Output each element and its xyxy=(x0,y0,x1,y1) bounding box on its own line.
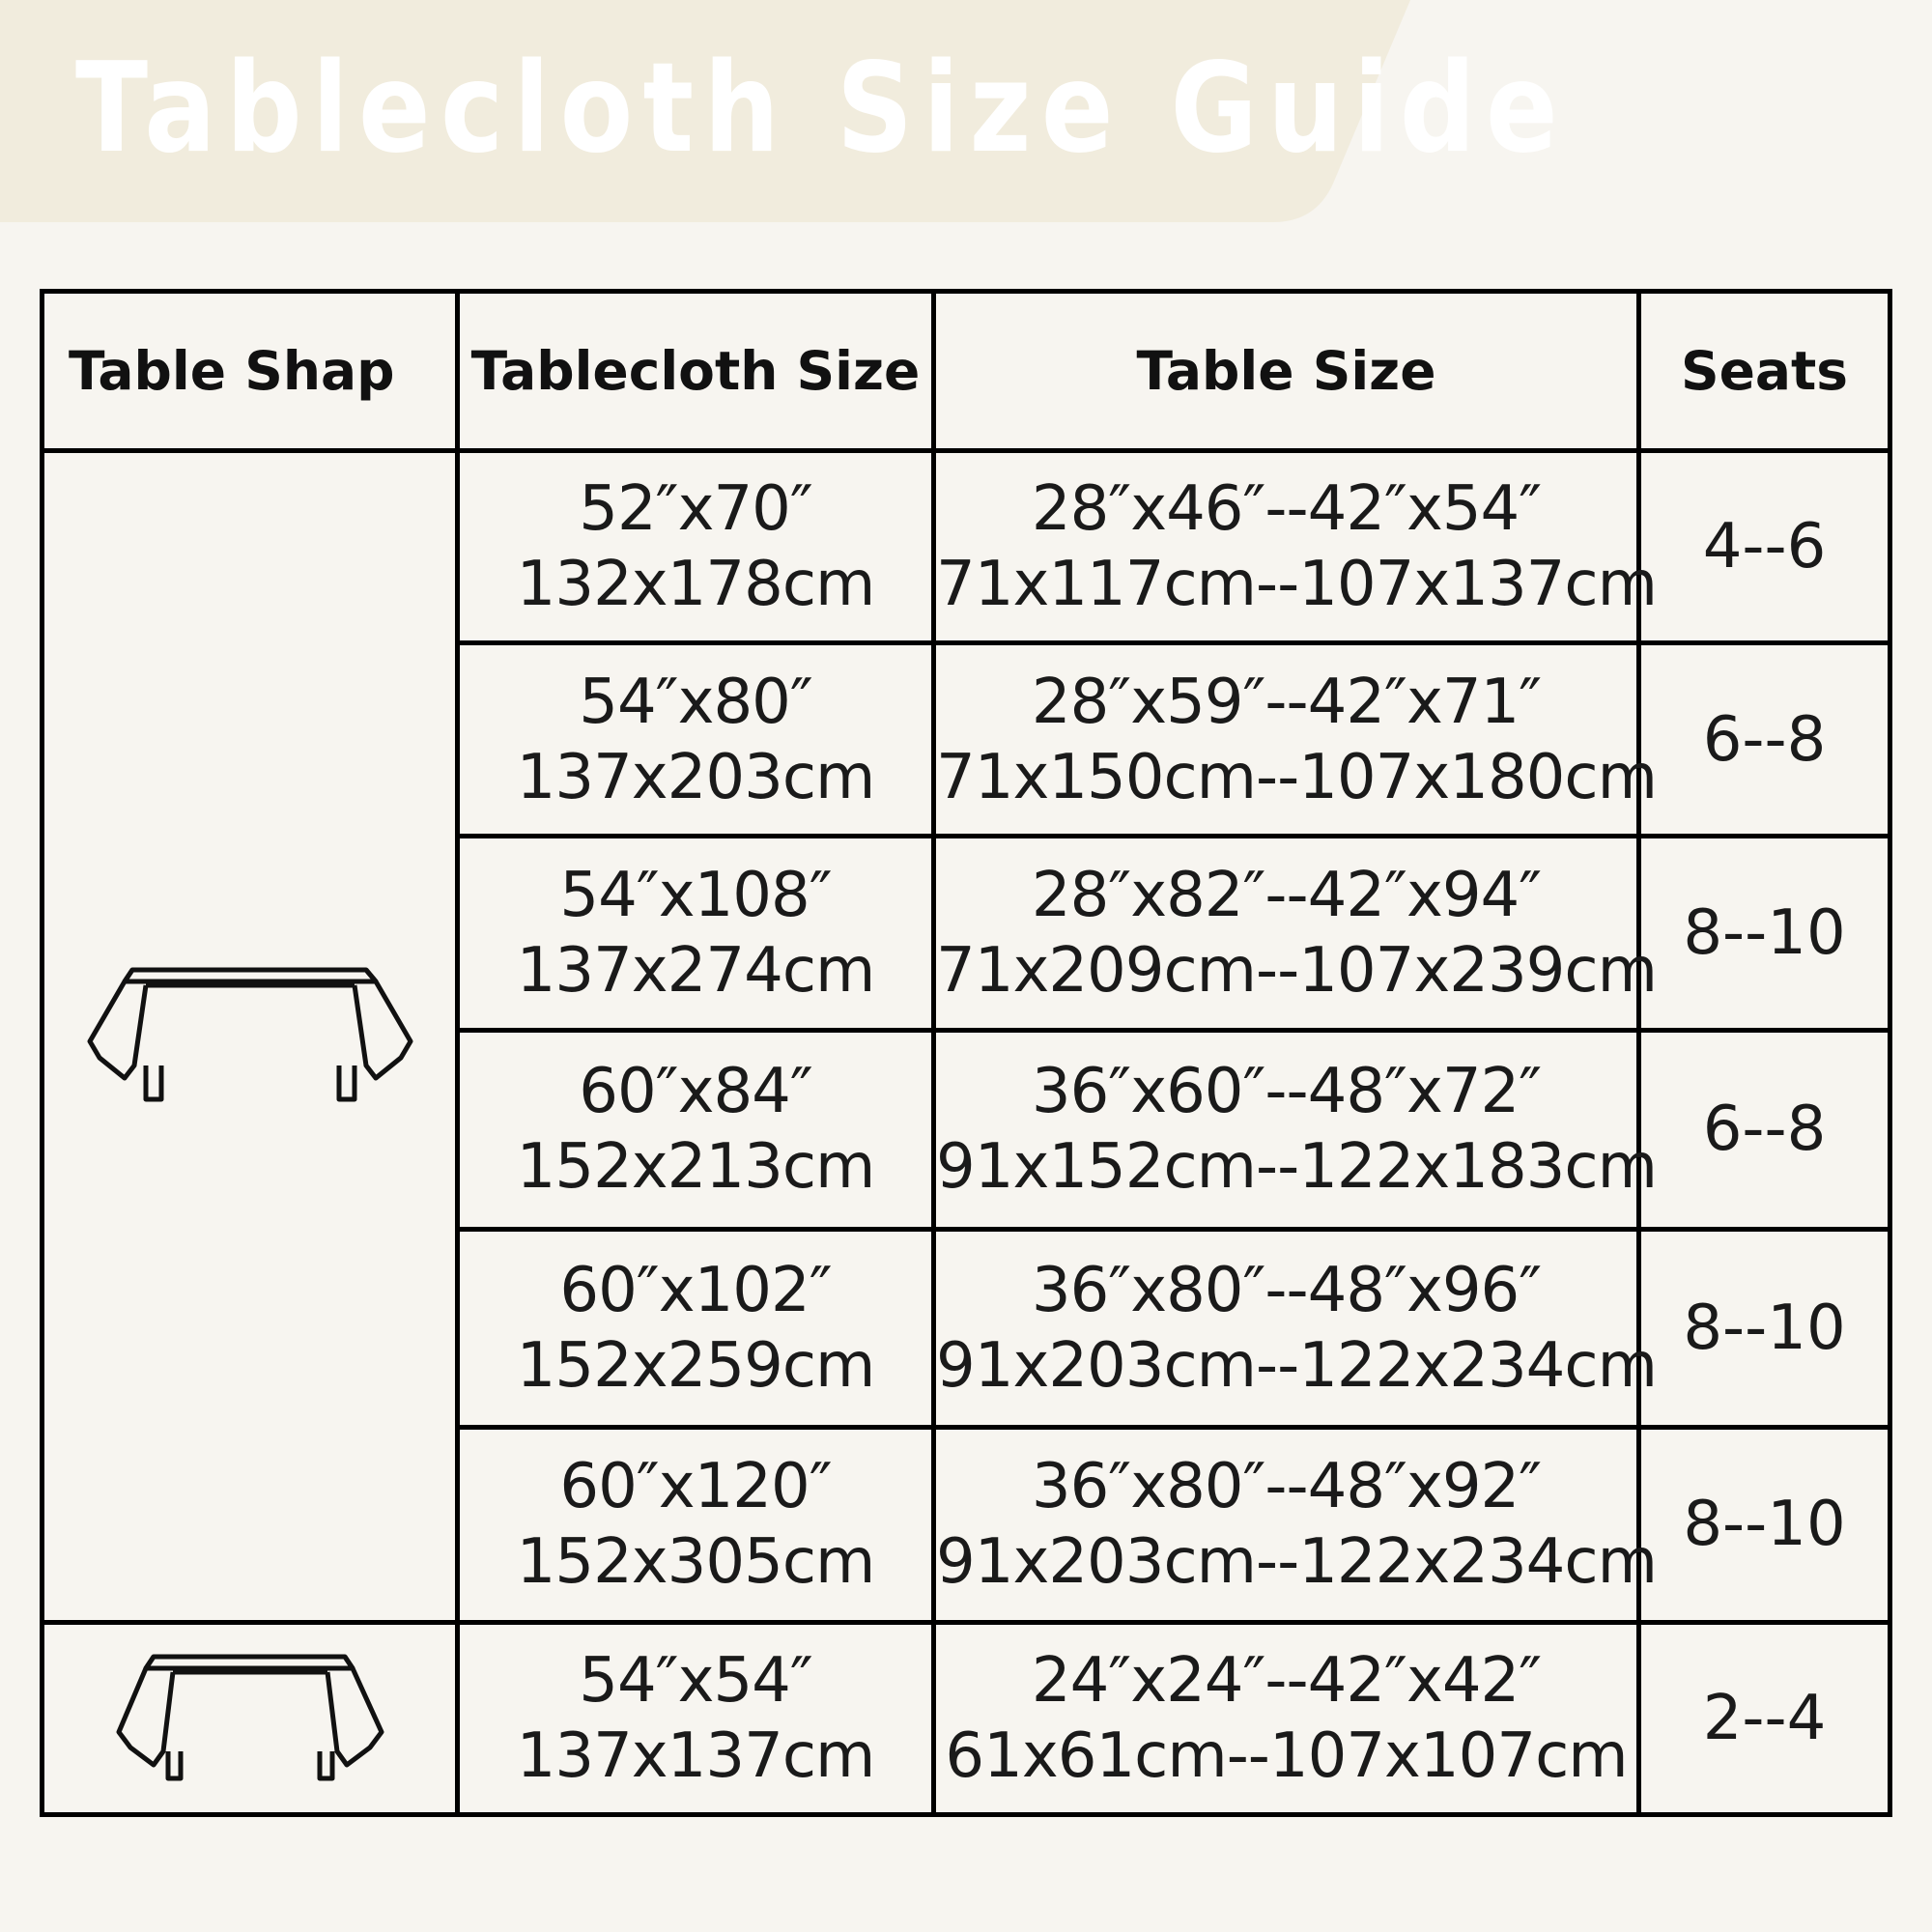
seats-cell: 6--8 xyxy=(1639,1031,1890,1229)
table-size-cm: 71x209cm--107x239cm xyxy=(936,935,1657,1008)
tablecloth-size-cm: 137x274cm xyxy=(516,935,875,1008)
shape-cell-square xyxy=(43,1622,458,1814)
size-table xyxy=(40,289,1892,1817)
tablecloth-size-cell xyxy=(458,836,934,1030)
table-size-cell xyxy=(934,1428,1657,1622)
tablecloth-size-cell xyxy=(458,1428,934,1622)
header-tablecloth-size: Tablecloth Size xyxy=(458,292,934,451)
tablecloth-size-inches: 60″x120″ xyxy=(559,1451,832,1523)
seats-cell: 4--6 xyxy=(1639,451,1890,643)
rectangle-table-icon xyxy=(86,964,414,1109)
tablecloth-size-cell xyxy=(458,643,934,836)
table-size-cm: 91x203cm--122x234cm xyxy=(936,1329,1657,1402)
table-size-cm: 71x117cm--107x137cm xyxy=(936,549,1657,621)
tablecloth-size-inches: 52″x70″ xyxy=(579,473,812,546)
table-size-inches: 36″x80″--48″x92″ xyxy=(1031,1451,1542,1523)
tablecloth-size-inches: 54″x108″ xyxy=(559,860,832,932)
tablecloth-size-inches: 54″x80″ xyxy=(579,666,812,738)
tablecloth-size-cell xyxy=(458,451,934,643)
seats-cell: 6--8 xyxy=(1639,643,1890,836)
table-size-cell xyxy=(934,836,1657,1030)
seats-cell: 8--10 xyxy=(1639,1229,1890,1427)
table-size-cm: 91x203cm--122x234cm xyxy=(936,1526,1657,1599)
seats-cell: 8--10 xyxy=(1639,1428,1890,1622)
header-table-shape: Table Shap xyxy=(43,292,458,451)
table-size-inches: 36″x80″--48″x96″ xyxy=(1031,1254,1542,1326)
table-size-inches: 28″x59″--42″x71″ xyxy=(1031,666,1542,738)
tablecloth-size-inches: 60″x102″ xyxy=(559,1254,832,1326)
table-size-cm: 71x150cm--107x180cm xyxy=(936,741,1657,813)
table-row xyxy=(43,451,1890,643)
header-seats: Seats xyxy=(1639,292,1890,451)
tablecloth-size-cm: 152x305cm xyxy=(516,1526,875,1599)
header-table-size: Table Size xyxy=(934,292,1639,451)
seats-cell: 2--4 xyxy=(1639,1622,1890,1814)
table-size-cm: 61x61cm--107x107cm xyxy=(945,1719,1628,1792)
tablecloth-size-cm: 152x213cm xyxy=(516,1131,875,1204)
tablecloth-size-cm: 137x203cm xyxy=(516,741,875,813)
page-title: Tablecloth Size Guide xyxy=(75,37,1568,181)
table-size-cell xyxy=(934,1622,1639,1814)
table-size-inches: 36″x60″--48″x72″ xyxy=(1031,1056,1542,1128)
square-table-icon xyxy=(115,1651,385,1786)
table-size-cell xyxy=(934,451,1657,643)
tablecloth-size-cell xyxy=(458,1622,934,1814)
title-banner xyxy=(0,0,1568,222)
tablecloth-size-inches: 60″x84″ xyxy=(579,1056,812,1128)
shape-cell-rectangle xyxy=(43,451,458,1623)
tablecloth-size-inches: 54″x54″ xyxy=(579,1644,812,1717)
seats-cell: 8--10 xyxy=(1639,836,1890,1030)
table-size-inches: 24″x24″--42″x42″ xyxy=(1031,1644,1542,1717)
header-row xyxy=(43,292,1890,451)
tablecloth-size-cm: 132x178cm xyxy=(516,549,875,621)
tablecloth-size-cell xyxy=(458,1031,934,1229)
table-size-cell xyxy=(934,643,1657,836)
table-size-inches: 28″x46″--42″x54″ xyxy=(1031,473,1542,546)
tablecloth-size-cm: 137x137cm xyxy=(516,1719,875,1792)
table-size-cell xyxy=(934,1031,1657,1229)
table-size-cell xyxy=(934,1229,1657,1427)
tablecloth-size-cm: 152x259cm xyxy=(516,1329,875,1402)
tablecloth-size-cell xyxy=(458,1229,934,1427)
table-size-inches: 28″x82″--42″x94″ xyxy=(1031,860,1542,932)
table-row xyxy=(43,1622,1890,1814)
table-size-cm: 91x152cm--122x183cm xyxy=(936,1131,1657,1204)
